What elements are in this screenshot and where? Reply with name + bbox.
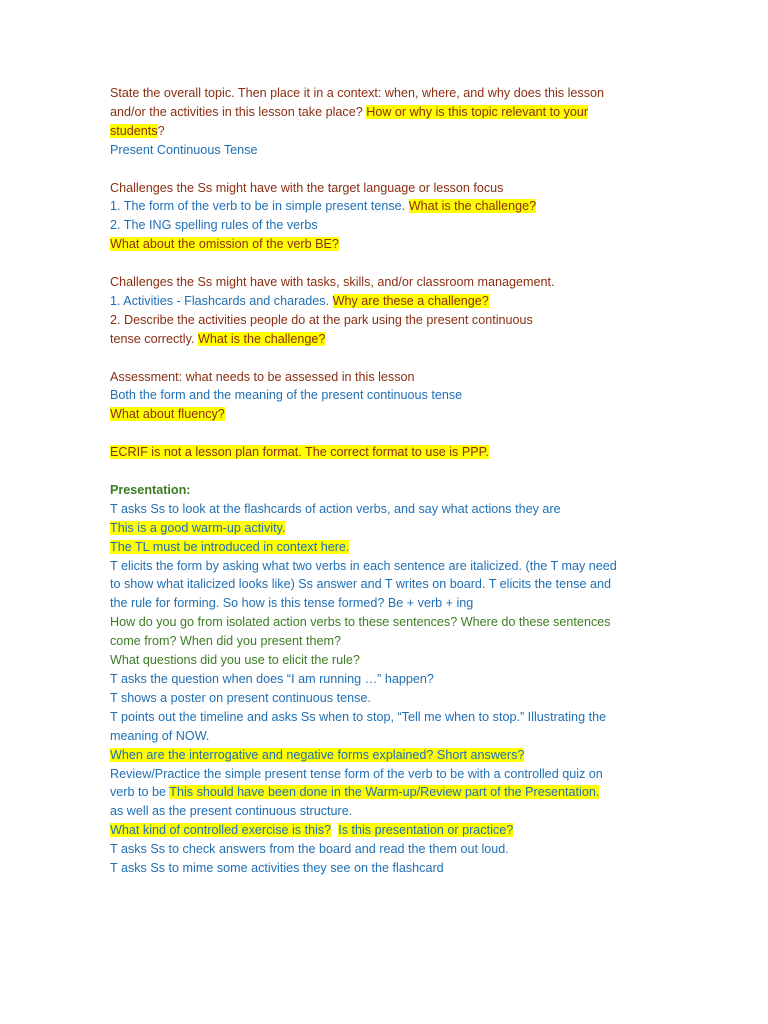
topic-prompt-text: State the overall topic. Then place it in a context: when, where, and why does this lesson <box>110 86 605 100</box>
highlight-comment: What is the challenge? <box>197 331 326 346</box>
highlight-comment: Is this presentation or practice? <box>338 823 514 838</box>
highlight-comment: Why are these a challenge? <box>332 293 489 308</box>
presentation-line: T asks Ss to mime some activities they see on the flashcard <box>110 861 444 876</box>
presentation-line: to show what italicized looks like) Ss answer and T writes on board. T elicits the tense and <box>110 577 611 592</box>
format-note <box>110 443 670 462</box>
answer-text: verb to be <box>110 785 170 800</box>
highlight-comment: What kind of controlled exercise is this? <box>110 823 332 838</box>
challenges-language-comment <box>110 235 670 254</box>
presentation-line: the rule for forming. So how is this tense formed? Be + verb + ing <box>110 596 474 611</box>
highlight-comment: What about fluency? <box>110 407 225 422</box>
topic-answer: Present Continuous Tense <box>110 142 258 157</box>
topic-prompt-line-2 <box>110 103 670 122</box>
answer-text: 1. Activities - Flashcards and charades. <box>110 293 333 308</box>
challenges-tasks-item-2-line-1: 2. Describe the activities people do at the park using the present continuous <box>110 312 533 327</box>
topic-prompt-line-1 <box>110 84 670 103</box>
highlight-comment: What is the challenge? <box>408 199 537 214</box>
highlight-comment: This should have been done in the Warm-up/Review part of the Presentation. <box>169 785 600 800</box>
presentation-line: T points out the timeline and asks Ss when to stop, “Tell me when to stop.” Illustrating the <box>110 709 607 724</box>
topic-prompt-text: ? <box>157 123 165 138</box>
answer-text: tense correctly. <box>110 331 198 346</box>
presentation-line: meaning of NOW. <box>110 728 210 743</box>
presentation-line: T elicits the form by asking what two verbs in each sentence are italicized. (the T may need <box>110 558 617 573</box>
presentation-comment <box>110 746 670 765</box>
highlight-comment: How or why is this topic relevant to your <box>366 104 589 119</box>
topic-prompt-text: and/or the activities in this lesson take place? <box>110 104 367 119</box>
highlight-comment: ECRIF is not a lesson plan format. The correct format to use is PPP. <box>110 445 489 460</box>
assessment-heading: Assessment: what needs to be assessed in this lesson <box>110 369 415 384</box>
presentation-line: T shows a poster on present continuous tense. <box>110 690 371 705</box>
challenges-tasks-heading: Challenges the Ss might have with tasks, skills, and/or classroom management. <box>110 275 555 290</box>
highlight-comment: What about the omission of the verb BE? <box>110 237 339 252</box>
highlight-comment: When are the interrogative and negative forms explained? Short answers? <box>110 747 525 762</box>
topic-prompt-line-3 <box>110 122 670 141</box>
presentation-line: T asks the question when does “I am running …” happen? <box>110 672 434 687</box>
presentation-question: How do you go from isolated action verbs to these sentences? Where do these sentences <box>110 615 611 630</box>
answer-text: 1. The form of the verb to be in simple present tense. <box>110 199 409 214</box>
presentation-comment <box>110 821 670 840</box>
assessment-answer: Both the form and the meaning of the present continuous tense <box>110 388 463 403</box>
assessment-comment <box>110 405 670 424</box>
challenges-language-item-2: 2. The ING spelling rules of the verbs <box>110 218 318 233</box>
presentation-heading: Presentation: <box>110 482 191 497</box>
highlight-comment: The TL must be introduced in context here. <box>110 539 350 554</box>
presentation-question: What questions did you use to elicit the rule? <box>110 653 360 668</box>
presentation-question: come from? When did you present them? <box>110 634 341 649</box>
highlight-comment: students <box>110 123 158 138</box>
presentation-line: Review/Practice the simple present tense form of the verb to be with a controlled quiz on <box>110 766 603 781</box>
challenges-language-heading: Challenges the Ss might have with the target language or lesson focus <box>110 180 504 195</box>
lesson-plan-feedback <box>110 84 670 878</box>
presentation-line: T asks Ss to check answers from the board and read the them out loud. <box>110 842 509 857</box>
presentation-comment <box>110 519 670 538</box>
presentation-line <box>110 783 670 802</box>
challenges-tasks-item-2-line-2 <box>110 330 670 349</box>
challenges-tasks-item-1 <box>110 292 670 311</box>
presentation-line: as well as the present continuous structure. <box>110 804 353 819</box>
presentation-comment <box>110 538 670 557</box>
presentation-line: T asks Ss to look at the flashcards of action verbs, and say what actions they are <box>110 501 561 516</box>
challenges-language-item-1 <box>110 197 670 216</box>
highlight-comment: This is a good warm-up activity. <box>110 520 286 535</box>
